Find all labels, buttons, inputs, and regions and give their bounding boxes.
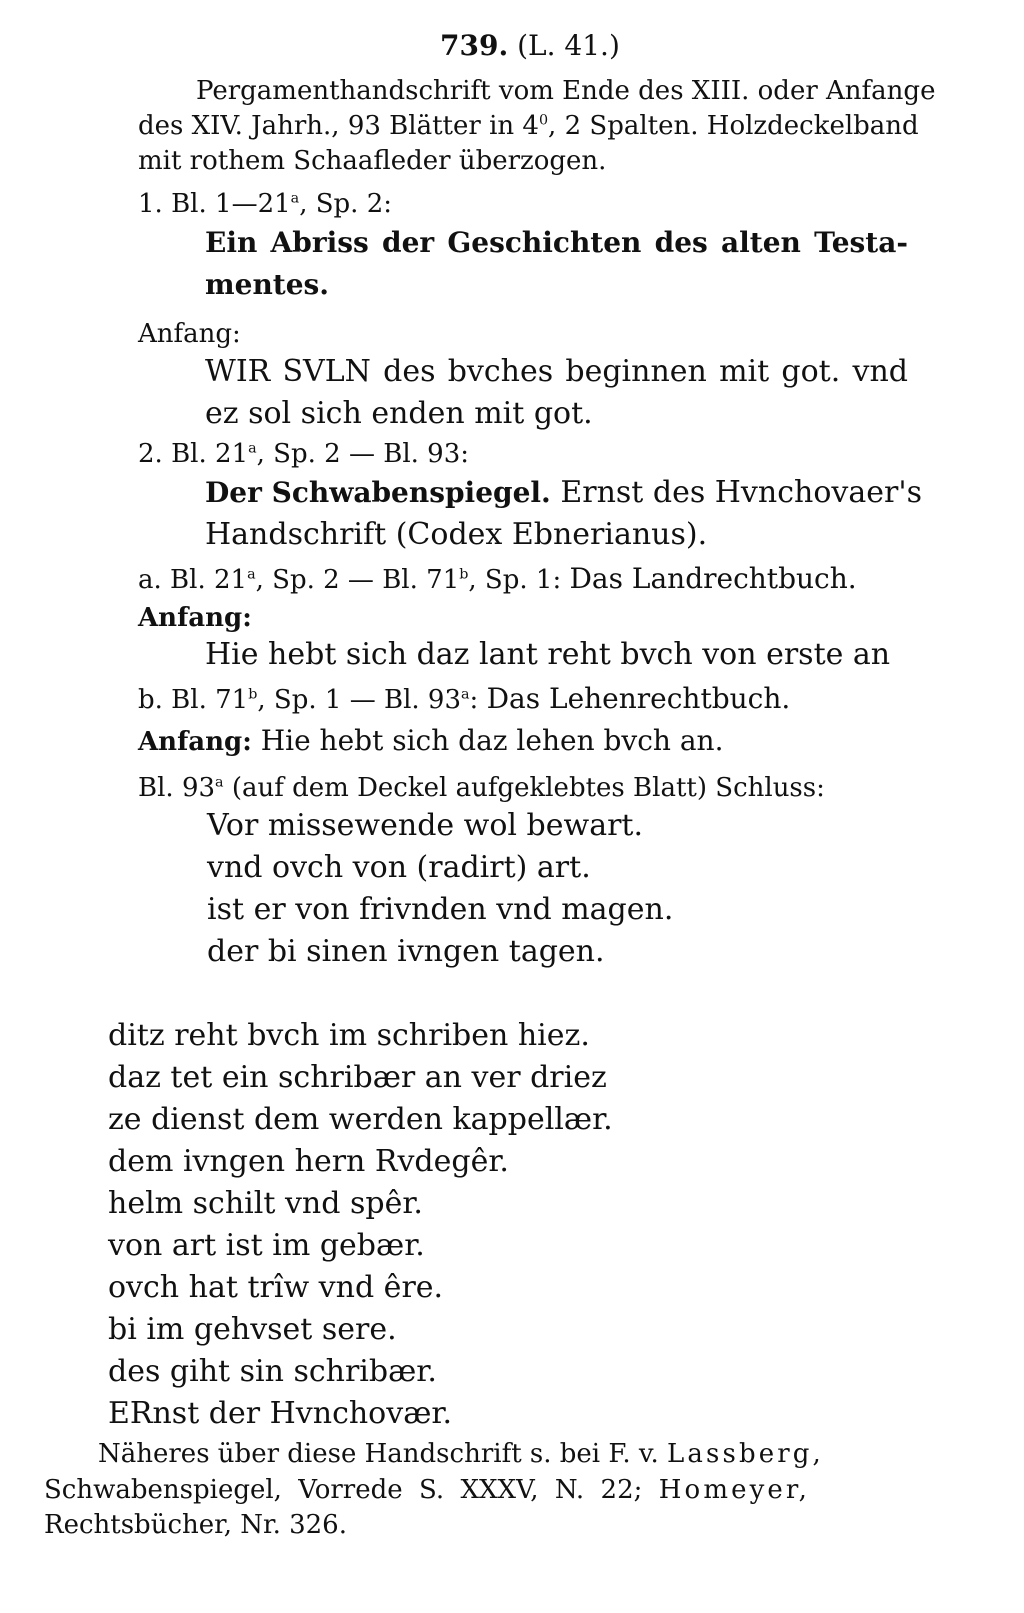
part-a-incipit: Hie hebt sich daz lant reht bvch von erste an [205, 637, 891, 672]
description-line-1: Pergamenthandschrift vom Ende des XIII. oder Anfange [196, 76, 936, 106]
note-text: Schwabenspiegel, Vorrede S. XXXV, N. 22; [44, 1475, 659, 1505]
part-a-title: Das Landrechtbuch. [569, 562, 857, 595]
ref-text: , Sp. 2 — Bl. 93: [256, 439, 470, 469]
superscript: a [248, 440, 257, 457]
author-name: Lassberg, [667, 1439, 824, 1469]
superscript: b [248, 686, 258, 703]
ref-text: , Sp. 2: [299, 189, 393, 219]
item-1-reference [138, 191, 392, 217]
ref-text: : [469, 685, 479, 715]
schluss-reference [138, 775, 825, 801]
verse-line: vnd ovch von (radirt) art. [207, 850, 591, 885]
verse-line: bi im gehvset sere. [108, 1312, 397, 1347]
part-b-title: Das Lehenrechtbuch. [486, 682, 791, 715]
item-1-title-line-1: Ein Abriss der Geschichten des alten Testa- [205, 226, 908, 259]
part-b-incipit: Hie hebt sich daz lehen bvch an. [260, 724, 724, 757]
verse-line: ze dienst dem werden kappellær. [108, 1102, 613, 1137]
item-2-title-rest: Ernst des Hvnchovaer's [550, 475, 922, 510]
entry-header [440, 29, 620, 62]
description-text: , 2 Spalten. Holzdeckelband [548, 111, 919, 141]
entry-ref: (L. 41.) [517, 29, 620, 62]
item-2-title-line-1 [205, 475, 922, 510]
superscript: 0 [538, 112, 549, 129]
ref-text: , Sp. 1: [468, 565, 562, 595]
description-line-3: mit rothem Schaafleder überzogen. [138, 146, 607, 176]
superscript: a [247, 566, 256, 583]
ref-text: a. Bl. 21 [138, 565, 248, 595]
superscript: a [215, 774, 224, 791]
part-a-anfang-label: Anfang: [138, 603, 252, 633]
item-1-incipit-line-2: ez sol sich enden mit got. [205, 396, 593, 431]
ref-text: , Sp. 2 — Bl. 71 [255, 565, 460, 595]
verse-line: helm schilt vnd spêr. [108, 1186, 423, 1221]
ref-text: , Sp. 1 — Bl. 93 [257, 685, 461, 715]
part-b-anfang-line [138, 724, 724, 757]
ref-text: (auf dem Deckel aufgeklebtes Blatt) Schluss: [223, 773, 825, 803]
superscript: b [459, 566, 469, 583]
note-line-3: Rechtsbücher, Nr. 326. [44, 1510, 347, 1540]
description-text: des XIV. Jahrh., 93 Blätter in 4 [138, 111, 539, 141]
ref-text: 2. Bl. 21 [138, 439, 249, 469]
verse-line: ovch hat trîw vnd êre. [108, 1270, 444, 1305]
verse-line: der bi sinen ivngen tagen. [207, 934, 605, 969]
verse-line: Vor missewende wol bewart. [207, 808, 644, 843]
verse-line: des giht sin schribær. [108, 1354, 437, 1389]
ref-text: Bl. 93 [138, 773, 216, 803]
item-1-incipit-line-1: WIR SVLN des bvches beginnen mit got. vnd [205, 354, 908, 389]
superscript: a [290, 190, 300, 207]
note-text: Näheres über diese Handschrift s. bei F. v. [98, 1439, 668, 1469]
item-2-title: Der Schwabenspiegel. [205, 476, 551, 509]
item-1-anfang-label: Anfang: [138, 319, 241, 349]
note-line-1 [98, 1439, 824, 1469]
item-2-title-line-2: Handschrift (Codex Ebnerianus). [205, 517, 708, 552]
part-b-anfang-label: Anfang: [138, 727, 252, 757]
verse-line: von art ist im gebær. [108, 1228, 425, 1263]
verse-line: ERnst der Hvnchovær. [108, 1396, 452, 1431]
description-line-2 [138, 111, 919, 141]
ref-text: b. Bl. 71 [138, 685, 249, 715]
verse-line: ist er von frivnden vnd magen. [207, 892, 674, 927]
part-b-reference [138, 682, 791, 715]
part-a-reference [138, 562, 857, 595]
note-line-2 [44, 1477, 810, 1503]
ref-text: 1. Bl. 1—21 [138, 189, 291, 219]
entry-number: 739. [440, 29, 509, 62]
item-2-reference [138, 441, 469, 467]
verse-line: ditz reht bvch im schriben hiez. [108, 1018, 590, 1053]
verse-line: daz tet ein schribær an ver driez [108, 1060, 607, 1095]
superscript: a [461, 686, 470, 703]
item-1-title-line-2: mentes. [205, 268, 330, 301]
verse-line: dem ivngen hern Rvdegêr. [108, 1144, 509, 1179]
author-name: Homeyer, [658, 1475, 810, 1505]
